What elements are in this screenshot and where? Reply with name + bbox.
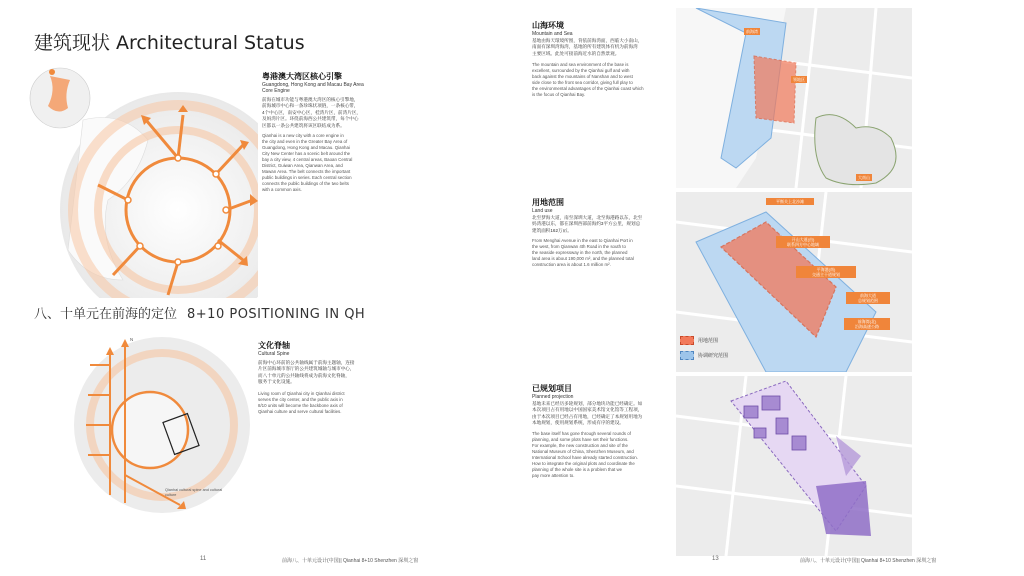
land-tag: 前海湾(北) 沿海高速公路 <box>844 318 890 330</box>
footer-right: 前海八、十单元设计(中国)| Qianhai 8+10 Shenzhen 深圳之窗 <box>800 558 937 564</box>
land-use-cn-line: 妈湾港以东，都在深圳西部前海约3平方公里，规划总 <box>532 221 641 227</box>
tag-nanshan: 大南山 <box>858 175 870 180</box>
land-use-cn-line: 北至梦海大道，南至深圳大道，北至海港路以东，北至 <box>532 215 643 220</box>
engine-en-line: connects the public buildings of the two belts <box>262 181 349 187</box>
spine-en-line: Qianhai culture and serve cultural facilities. <box>258 408 342 414</box>
planned-cn-line: 本次项目占有用地以中国国家美术馆文化馆等工程项， <box>532 407 643 413</box>
engine-cn-line: 区都以一条公共建筑将该区联结成为系。 <box>262 122 345 128</box>
mountain-sea-subtitle: Mountain and Sea <box>532 31 573 37</box>
planned-cn-line: 由于本次项目已经占有用地，已经确定了本规划用地为 <box>532 413 643 419</box>
planned-en-line: planning of the whole site is a problem that we <box>532 466 623 472</box>
spine-title: 文化脊轴 <box>258 341 290 350</box>
positioning-heading-en: 8+10 POSITIONING IN QH <box>187 307 366 322</box>
mountain-sea-map <box>676 8 912 188</box>
tag-site-area: 领地区 <box>793 77 805 82</box>
mountain-sea-en-line: The mountain and sea environment of the base is <box>532 62 629 68</box>
engine-en-line: City New Center has a scenic belt around the <box>262 151 351 157</box>
planned-cn-line: 基地未来已经历多轮规划，部分地块功能已经确定。如 <box>532 401 643 406</box>
spine-cn-line: 而八十单元的公共轴线将成为前海文化脊轴， <box>258 372 350 378</box>
land-use-subtitle: Land use <box>532 208 553 214</box>
planned-en-line: pay more attention to. <box>532 472 575 478</box>
core-engine-diagram <box>28 50 258 298</box>
mountain-sea-cn-line: 基地由海天環境所围，背依前海湾面，西临大小南山， <box>532 38 643 43</box>
engine-en-line: bay a city view, 4 central areas, Baoan Central <box>262 157 353 163</box>
mountain-sea-en-line: excellent, surrounded by the Qianhai gulf and with <box>532 68 630 74</box>
engine-en-line: Qianhai is a new city with a core engine in <box>262 133 344 139</box>
mountain-sea-cn-line: 主要区域。此处可接前海近水的自然景观。 <box>532 50 620 56</box>
land-tag: 前海大道 总规划范围 <box>846 292 890 304</box>
spine-en-line: Living room of Qianhai city in Qianhai district <box>258 390 345 396</box>
planned-title: 已规划项目 <box>532 384 572 393</box>
engine-en-line: public buildings in series. Each central section <box>262 175 352 181</box>
planned-en-line: For example, the new construction and site of the <box>532 442 628 448</box>
spine-subtitle: Cultural Spine <box>258 351 290 357</box>
spine-en-line: 8/10 units will become the backbone axis of <box>258 402 343 408</box>
positioning-heading-cn: 八、十单元在前海的定位 <box>34 307 178 322</box>
positioning-heading <box>34 303 365 322</box>
engine-subtitle-2: Core Engine <box>262 88 290 94</box>
compass-label: N <box>130 337 134 342</box>
land-use-en-line: the west, from Qianwan 4th Road in the south to <box>532 244 626 250</box>
engine-en-line: Guangdong, Hong Kong and Macau. Qianhai <box>262 145 350 151</box>
planned-en-line: The base itself has gone through several rounds of <box>532 430 631 436</box>
page-number-left: 11 <box>200 556 207 562</box>
mountain-sea-en-line: the environmental advantages of the Qianhai coast which <box>532 86 644 92</box>
land-tag: 平海港(南) 交通主干道规划 <box>796 266 856 278</box>
legend-swatch <box>680 351 694 360</box>
engine-en-line: with a common axis. <box>262 187 302 193</box>
planned-projects-map <box>676 376 912 556</box>
engine-cn-line: 及妈湾片区。环绕前海西公共建筑带，每个中心 <box>262 116 359 122</box>
engine-cn-line: 前海城市中心和一条珍珠状项链，一条核心带， <box>262 103 359 109</box>
spine-cn-line: 服务于文化设施。 <box>258 379 295 385</box>
tag-qianhai-bay: 前海湾 <box>746 29 758 34</box>
legend-swatch <box>680 336 694 345</box>
engine-en-line: Mawan Area. The belt connects the important <box>262 169 351 175</box>
legend-label: 协调研究范围 <box>698 353 729 359</box>
land-use-en-line: the seaside expressway in the north, the planned <box>532 250 628 256</box>
spine-cn-line: 片区前海城市客厅的公共建筑城轴与城市中心， <box>258 366 355 372</box>
land-tag: 平衡关上北沙滩 <box>766 198 814 205</box>
engine-en-line: the city and even in the Greater Bay Area of <box>262 139 348 145</box>
legend-label: 用地范围 <box>698 338 719 344</box>
purple-block <box>816 481 871 536</box>
planned-en-line: planning, and some plots have set their functions. <box>532 436 629 442</box>
land-tag: 开山大道(由) 联系四方中心地域 <box>776 236 830 248</box>
footer-left: 前海八、十单元设计(中国)| Qianhai 8+10 Shenzhen 深圳之窗 <box>282 558 419 564</box>
land-use-en-line: From Menghai Avenue in the east to Qianhai Port in <box>532 238 633 244</box>
planned-cn-line: 本地规划，使用规划系统，形成有序的建设。 <box>532 420 624 426</box>
land-use-title: 用地范围 <box>532 198 564 207</box>
core-ring <box>112 392 188 468</box>
site-zone <box>754 56 796 123</box>
engine-cn-line: 4个中心区，南安中心区，桂湾片区，前湾片区， <box>262 109 362 115</box>
land-use-legend <box>680 336 728 360</box>
planned-en-line: How to integrate the original plots and coordinate the <box>532 460 635 466</box>
mountain-sea-cn-line: 南面有深圳湾海湾，基地的所有建筑体有机为前海湾 <box>532 44 638 50</box>
spine-caption: culture <box>165 493 177 497</box>
engine-subtitle-1: Guangdong, Hong Kong and Macau Bay Area <box>262 82 364 88</box>
spine-caption: Qianhai cultural spine and cultural <box>165 488 223 492</box>
mountain-sea-title: 山海环境 <box>532 21 564 30</box>
engine-title: 粤港澳大湾区核心引擎 <box>262 72 342 81</box>
mountain-sea-en-line: side close to the front sea corridor, giving full play to <box>532 80 633 86</box>
land-use-cn-line: 建筑面积162万㎡。 <box>532 227 572 233</box>
engine-en-line: District, Guiwan Area, Qianwan Area, and <box>262 163 343 169</box>
page-number-right: 13 <box>712 556 719 562</box>
land-use-en-line: construction area is about 1.6 million m². <box>532 262 611 268</box>
spine-en-line: serves the city center, and the public axis in <box>258 396 343 402</box>
land-use-en-line: land area is about 190,000 m², and the planned total <box>532 256 634 262</box>
spine-cn-line: 前海中心环前的公共轴线属于前海主题轴，连接 <box>258 360 355 365</box>
planned-en-line: National Museum of China, Shenzhen Museum, and <box>532 448 634 454</box>
mountain-sea-en-line: back against the mountains of Nanshan and to west <box>532 74 633 80</box>
engine-cn-line: 前海在城市功能与粤港澳大湾区的核心引擎地， <box>262 97 359 102</box>
mountain-sea-en-line: is the focus of Qianhai Bay. <box>532 92 586 98</box>
planned-en-line: International School have already started construction. <box>532 454 638 460</box>
page-title: 建筑现状 Architectural Status <box>34 32 305 54</box>
planned-subtitle: Planned projection <box>532 394 574 400</box>
